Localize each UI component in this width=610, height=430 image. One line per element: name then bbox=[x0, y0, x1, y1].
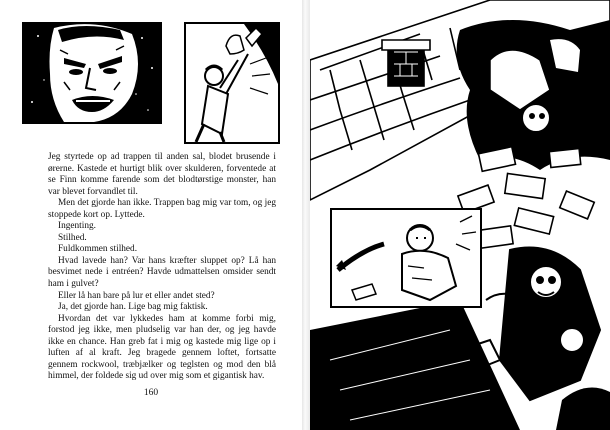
paragraph: Ingenting. bbox=[58, 221, 96, 232]
paragraph: Stilhed. bbox=[58, 232, 87, 243]
right-page bbox=[310, 0, 610, 430]
book-gutter bbox=[302, 0, 310, 430]
paragraph: Jeg styrtede op ad trappen til anden sal, blodet brusende i ørerne. Kastede et hurtigt blik over skulderen, forventede at se Finn komme farende som det blodtørstige monster, han var blevet forvandlet til. bbox=[48, 152, 276, 197]
chimney bbox=[382, 40, 430, 86]
paragraph: Men det gjorde han ikke. Trappen bag mig var tom, og jeg stoppede kort op. Lyttede. bbox=[48, 198, 276, 220]
paragraph: Hvad lavede han? Var hans kræfter sluppet op? Lå han besvimet nede i entréen? Havde udmattelsen omsider sendt ham i gulvet? bbox=[48, 255, 276, 290]
paragraph: Hvordan det var lykkedes ham at komme forbi mig, forstod jeg ikke, men pludselig var han der, og jeg havde ikke en chance. Han greb fat i mig og kastede mig lige op i luften af al kraft. Jeg bragede gennem loftet, fortsatte gennem rockwool, træbjælker og teglsten og mod den blå himmel, der foldede sig ud over mig som et gigantisk hav. bbox=[48, 313, 276, 382]
thrown-boy-inset-panel bbox=[330, 208, 482, 308]
page-number: 160 bbox=[143, 388, 159, 398]
paragraph: Ja, det gjorde han. Lige bag mig faktisk. bbox=[58, 302, 208, 313]
thrown-boy-inset-illustration bbox=[332, 210, 480, 306]
left-page bbox=[0, 0, 302, 430]
angry-face-illustration bbox=[24, 24, 160, 122]
angry-face-panel bbox=[22, 22, 162, 124]
paragraph: Eller lå han bare på lur et eller andet sted? bbox=[58, 290, 215, 301]
cowering-man-illustration bbox=[186, 24, 278, 142]
cowering-man-panel bbox=[184, 22, 280, 144]
paragraph: Fuldkommen stilhed. bbox=[58, 244, 138, 255]
body-text bbox=[48, 152, 276, 383]
